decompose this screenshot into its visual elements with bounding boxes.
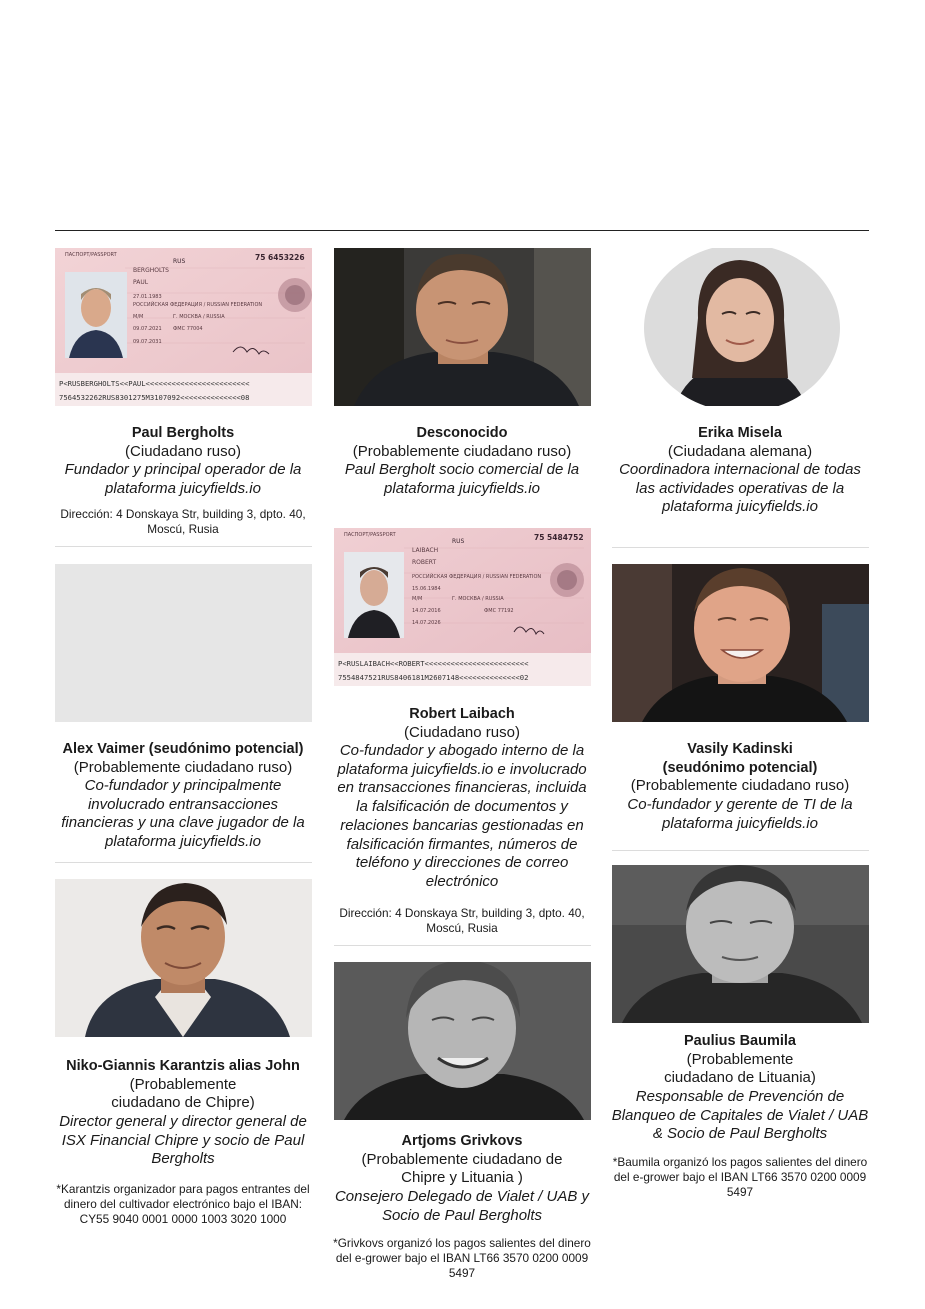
svg-text:09.07.2021: 09.07.2021 (133, 326, 162, 332)
person-role: Co-fundador y principalmente involucrado entransacciones financieras y una clave jugador de la plataforma juicyfields.io (61, 777, 305, 851)
person-role: Paul Bergholt socio comercial de la plataforma juicyfields.io (344, 461, 580, 497)
svg-text:ПАСПОРТ/PASSPORT: ПАСПОРТ/PASSPORT (344, 532, 396, 538)
person-name: Paul Bergholts (Ciudadano ruso) (53, 424, 313, 461)
svg-text:M/M: M/M (133, 314, 144, 320)
person-address: Dirección: 4 Donskaya Str, building 3, dpto. 40, Moscú, Rusia (60, 507, 306, 536)
svg-text:7554847521RUS8406181M2607148<<: 7554847521RUS8406181M2607148<<<<<<<<<<<<<<02 (338, 673, 529, 682)
svg-text:15.06.1984: 15.06.1984 (412, 586, 441, 592)
portrait-photo (334, 248, 591, 406)
person-note: *Baumila organizó los pagos salientes del dinero del e-grower bajo el IBAN LT66 3570 0200 0009 5497 (612, 1155, 868, 1199)
svg-text:7564532262RUS8301275M3107092<<: 7564532262RUS8301275M3107092<<<<<<<<<<<<<<08 (59, 393, 250, 402)
person-nationality: (Probablemente ciudadano de Lituania) (664, 1050, 816, 1086)
svg-text:P<RUSBERGHOLTS<<PAUL<<<<<<<<<<: P<RUSBERGHOLTS<<PAUL<<<<<<<<<<<<<<<<<<<<<<<< (59, 379, 250, 388)
photo-placeholder (55, 564, 312, 722)
portrait-photo (612, 564, 869, 722)
portrait-photo (334, 962, 591, 1120)
person-role: Responsable de Prevención de Blanqueo de Capitales de Vialet / UAB & Socio de Paul Bergholts (611, 1088, 869, 1143)
passport-image-robert-laibach (334, 528, 591, 686)
person-role: Fundador y principal operador de la plataforma juicyfields.io (64, 461, 302, 497)
svg-text:Г. МОСКВА / RUSSIA: Г. МОСКВА / RUSSIA (173, 314, 225, 320)
person-nationality: (Ciudadana alemana) (667, 442, 813, 460)
card-divider (612, 850, 869, 851)
person-name: Robert Laibach (Ciudadano ruso) (332, 705, 592, 742)
person-nationality: (Probablemente ciudadano ruso) (73, 758, 293, 776)
card-divider (334, 945, 591, 946)
top-divider (55, 230, 869, 231)
person-nationality: (Probablemente ciudadano ruso) (352, 442, 572, 460)
svg-text:RUS: RUS (452, 538, 465, 545)
person-name: Vasily Kadinski (seudónimo potencial) (Probablemente ciudadano ruso) (610, 740, 870, 796)
person-name: Niko-Giannis Karantzis alias John (Probablemente ciudadano de Chipre) (53, 1057, 313, 1113)
person-nationality: (Probablemente ciudadano de Chipre) (111, 1075, 255, 1111)
svg-text:09.07.2031: 09.07.2031 (133, 339, 162, 345)
person-role: Coordinadora internacional de todas las actividades operativas de la plataforma juicyfields.io (619, 461, 861, 516)
svg-text:14.07.2016: 14.07.2016 (412, 608, 441, 614)
person-nationality: (Probablemente ciudadano ruso) (630, 777, 850, 794)
person-role: Co-fundador y abogado interno de la plataforma juicyfields.io e involucrado en transacciones financieras, incluida la falsificación de documentos y relaciones bancarias gestionadas en falsificación firmantes, números de teléfono y direcciones de correo electrónico (337, 742, 587, 890)
person-role: Consejero Delegado de Vialet / UAB y Socio de Paul Bergholts (334, 1188, 590, 1224)
person-nationality: (Probablemente ciudadano de Chipre y Lituania ) (361, 1150, 563, 1186)
svg-text:P<RUSLAIBACH<<ROBERT<<<<<<<<<<: P<RUSLAIBACH<<ROBERT<<<<<<<<<<<<<<<<<<<<<<<< (338, 659, 529, 668)
person-note: *Karantzis organizador para pagos entrantes del dinero del cultivador electrónico bajo el IBAN: CY55 9040 0001 0000 1003 3020 1000 (56, 1182, 310, 1226)
card-divider (55, 862, 312, 863)
card-divider (55, 546, 312, 547)
svg-text:27.01.1983: 27.01.1983 (133, 294, 162, 300)
round-portrait (612, 248, 869, 406)
person-name: Paulius Baumila (Probablemente ciudadano de Lituania) (610, 1032, 870, 1088)
person-address: Dirección: 4 Donskaya Str, building 3, dpto. 40, Moscú, Rusia (339, 906, 585, 935)
svg-text:M/M: M/M (412, 596, 423, 602)
person-name: Artjoms Grivkovs (Probablemente ciudadano de Chipre y Lituania ) (332, 1132, 592, 1188)
passport-image-paul-bergholts (55, 248, 312, 406)
portrait-photo (55, 879, 312, 1037)
person-name: Erika Misela (Ciudadana alemana) (610, 424, 870, 461)
person-nationality: (Ciudadano ruso) (125, 442, 241, 460)
person-nationality: (Ciudadano ruso) (404, 723, 520, 741)
card-divider (612, 547, 869, 548)
svg-text:ROBERT: ROBERT (412, 559, 437, 566)
svg-text:75 6453226: 75 6453226 (255, 253, 305, 262)
svg-text:РОССИЙСКАЯ ФЕДЕРАЦИЯ / RUSSIAN: РОССИЙСКАЯ ФЕДЕРАЦИЯ / RUSSIAN FEDERATION (133, 302, 263, 308)
portrait-photo (612, 865, 869, 1023)
person-name: Desconocido (Probablemente ciudadano ruso) (332, 424, 592, 461)
svg-text:ПАСПОРТ/PASSPORT: ПАСПОРТ/PASSPORT (65, 252, 117, 258)
svg-text:BERGHOLTS: BERGHOLTS (133, 267, 169, 274)
svg-text:14.07.2026: 14.07.2026 (412, 620, 441, 626)
person-role: Co-fundador y gerente de TI de la plataforma juicyfields.io (627, 796, 853, 832)
svg-text:PAUL: PAUL (133, 279, 149, 286)
svg-text:ФМС 77004: ФМС 77004 (173, 326, 203, 332)
svg-text:RUS: RUS (173, 258, 186, 265)
svg-text:РОССИЙСКАЯ ФЕДЕРАЦИЯ / RUSSIAN: РОССИЙСКАЯ ФЕДЕРАЦИЯ / RUSSIAN FEDERATION (412, 574, 542, 580)
person-role: Director general y director general de ISX Financial Chipre y socio de Paul Bergholts (59, 1113, 307, 1168)
svg-text:75 5484752: 75 5484752 (534, 533, 584, 542)
svg-text:Г. МОСКВА / RUSSIA: Г. МОСКВА / RUSSIA (452, 596, 504, 602)
person-name: Alex Vaimer (seudónimo potencial) (Probablemente ciudadano ruso) (53, 740, 313, 777)
svg-text:LAIBACH: LAIBACH (412, 547, 439, 554)
person-note: *Grivkovs organizó los pagos salientes del dinero del e-grower bajo el IBAN LT66 3570 0200 0009 5497 (333, 1236, 591, 1280)
svg-text:ФМС 77192: ФМС 77192 (484, 608, 514, 614)
